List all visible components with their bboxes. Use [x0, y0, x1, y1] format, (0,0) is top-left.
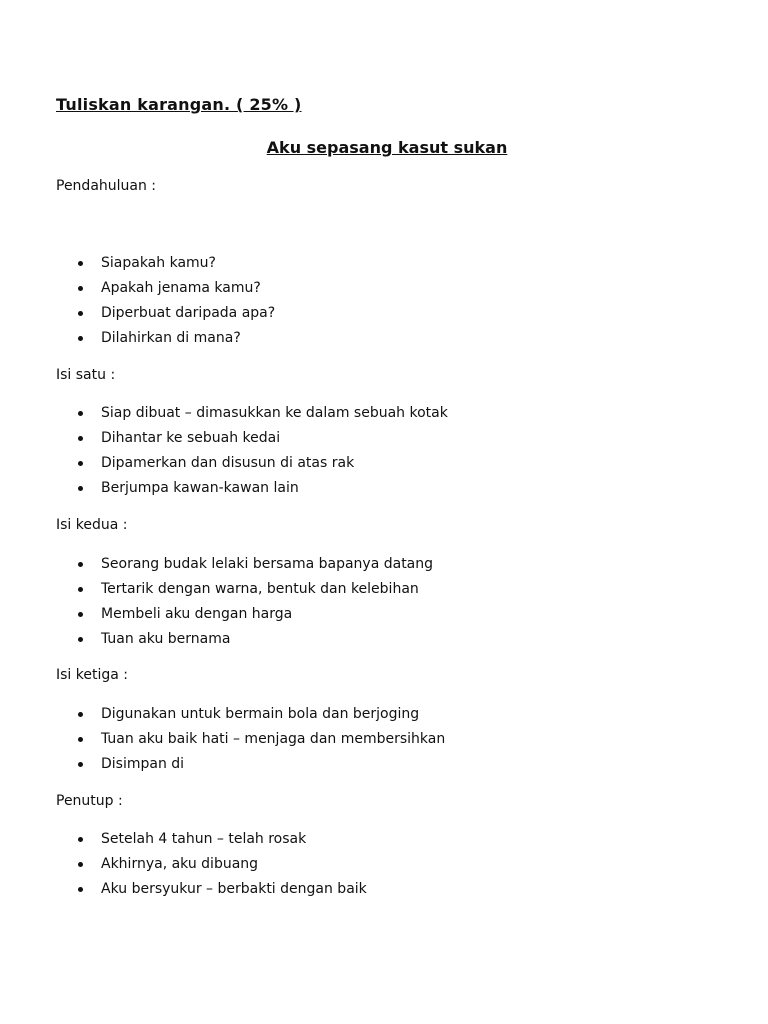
- bullet-icon: [78, 887, 83, 892]
- bullet-icon: [78, 286, 83, 291]
- bullet-icon: [78, 411, 83, 416]
- list-item-text: Akhirnya, aku dibuang: [101, 856, 259, 872]
- list-item: [76, 702, 445, 727]
- list-item-text: Tertarik dengan warna, bentuk dan kelebihan: [101, 581, 419, 597]
- list-item-text: Membeli aku dengan harga: [101, 606, 293, 622]
- section-label-isi-kedua: Isi kedua :: [56, 517, 128, 533]
- section-label-isi-ketiga: Isi ketiga :: [56, 667, 128, 683]
- list-item-text: Berjumpa kawan-kawan lain: [101, 480, 299, 496]
- bullet-icon: [78, 612, 83, 617]
- bullet-icon: [78, 562, 83, 567]
- list-item-text: Aku bersyukur – berbakti dengan baik: [101, 881, 367, 897]
- bullet-icon: [78, 261, 83, 266]
- essay-title: Aku sepasang kasut sukan: [266, 138, 508, 157]
- list-item: [76, 877, 367, 902]
- bullet-icon: [78, 762, 83, 767]
- bullet-list-pendahuluan: [76, 251, 275, 351]
- list-item: [76, 276, 275, 301]
- section-label-penutup: Penutup :: [56, 793, 123, 809]
- list-item-text: Dilahirkan di mana?: [101, 330, 241, 346]
- bullet-icon: [78, 587, 83, 592]
- list-item-text: Apakah jenama kamu?: [101, 280, 261, 296]
- bullet-list-penutup: [76, 827, 367, 902]
- bullet-icon: [78, 862, 83, 867]
- list-item: [76, 301, 275, 326]
- list-item-text: Setelah 4 tahun – telah rosak: [101, 831, 307, 847]
- list-item: [76, 852, 367, 877]
- bullet-icon: [78, 336, 83, 341]
- list-item-text: Tuan aku baik hati – menjaga dan membersihkan: [101, 731, 446, 747]
- list-item-text: Digunakan untuk bermain bola dan berjoging: [101, 706, 420, 722]
- list-item-text: Tuan aku bernama: [101, 631, 231, 647]
- list-item: [76, 752, 445, 777]
- list-item-text: Dihantar ke sebuah kedai: [101, 430, 281, 446]
- bullet-icon: [78, 637, 83, 642]
- list-item: [76, 577, 433, 602]
- bullet-icon: [78, 737, 83, 742]
- bullet-icon: [78, 712, 83, 717]
- list-item: [76, 727, 445, 752]
- list-item: [76, 827, 367, 852]
- list-item: [76, 426, 448, 451]
- bullet-list-isi-kedua: [76, 552, 433, 652]
- bullet-icon: [78, 436, 83, 441]
- bullet-icon: [78, 311, 83, 316]
- bullet-list-isi-satu: [76, 401, 448, 501]
- bullet-icon: [78, 461, 83, 466]
- bullet-icon: [78, 486, 83, 491]
- list-item: [76, 251, 275, 276]
- list-item: [76, 401, 448, 426]
- list-item: [76, 476, 448, 501]
- list-item-text: Disimpan di: [101, 756, 185, 772]
- section-label-isi-satu: Isi satu :: [56, 367, 116, 383]
- bullet-icon: [78, 837, 83, 842]
- assignment-heading: Tuliskan karangan. ( 25% ): [56, 95, 302, 114]
- list-item-text: Siap dibuat – dimasukkan ke dalam sebuah kotak: [101, 405, 448, 421]
- list-item: [76, 451, 448, 476]
- list-item: [76, 602, 433, 627]
- list-item-text: Dipamerkan dan disusun di atas rak: [101, 455, 355, 471]
- section-label-pendahuluan: Pendahuluan :: [56, 178, 157, 194]
- list-item: [76, 552, 433, 577]
- list-item-text: Diperbuat daripada apa?: [101, 305, 276, 321]
- bullet-list-isi-ketiga: [76, 702, 445, 777]
- list-item-text: Seorang budak lelaki bersama bapanya datang: [101, 556, 434, 572]
- list-item: [76, 627, 433, 652]
- list-item-text: Siapakah kamu?: [101, 255, 216, 271]
- list-item: [76, 326, 275, 351]
